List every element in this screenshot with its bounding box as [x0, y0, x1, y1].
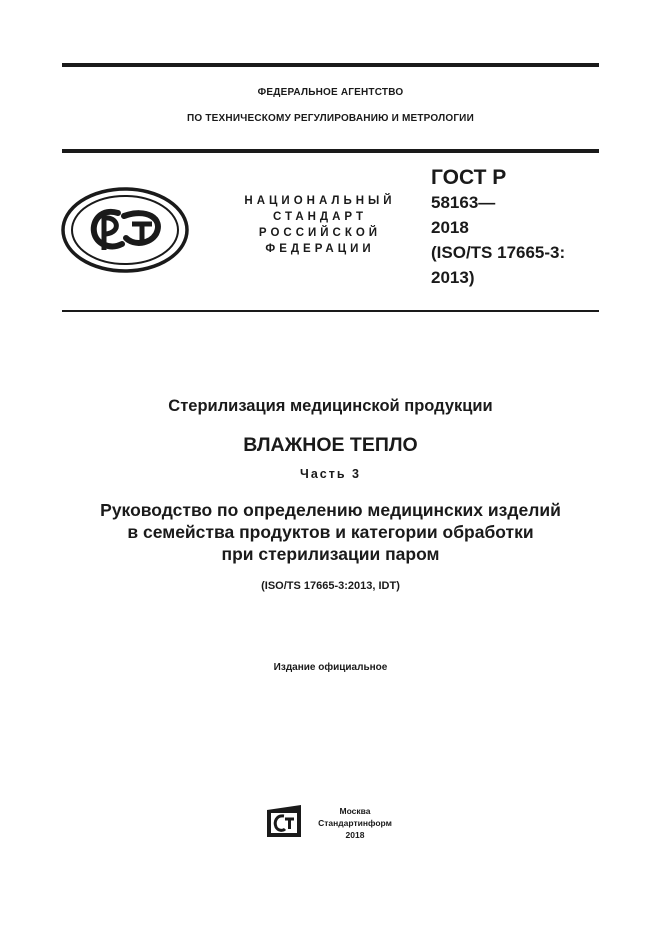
edition-note: Издание официальное — [273, 662, 388, 673]
standard-type-line-2: СТАНДАРТ — [273, 211, 367, 223]
equivalence-note: (ISO/TS 17665-3:2013, IDT) — [261, 580, 400, 592]
part-title-line-3: при стерилизации паром — [221, 544, 440, 564]
standard-type-label — [228, 193, 412, 257]
publisher-city: Москва — [339, 806, 371, 816]
header-rule — [62, 149, 599, 153]
top-rule — [62, 63, 599, 67]
designation-number: 58163— — [431, 193, 496, 212]
designation-prefix: ГОСТ Р — [431, 166, 507, 189]
publisher-year: 2018 — [345, 830, 365, 840]
standard-type-line-1: НАЦИОНАЛЬНЫЙ — [244, 195, 396, 207]
part-title-line-2: в семейства продуктов и категории обработки — [127, 522, 534, 542]
agency-line-2: ПО ТЕХНИЧЕСКОМУ РЕГУЛИРОВАНИЮ И МЕТРОЛОГИИ — [187, 113, 474, 124]
standard-type-line-4: ФЕДЕРАЦИИ — [265, 243, 375, 255]
standard-type-line-3: РОССИЙСКОЙ — [258, 227, 382, 239]
document-title: Стерилизация медицинской продукции — [168, 397, 493, 415]
agency-line-1: ФЕДЕРАЛЬНОЕ АГЕНТСТВО — [257, 87, 404, 98]
part-title — [62, 499, 599, 565]
designation-year: 2018 — [431, 218, 469, 237]
designation-ref-line-1: (ISO/TS 17665-3: — [431, 243, 566, 262]
publisher-name: Стандартинформ — [318, 818, 392, 828]
part-title-line-1: Руководство по определению медицинских изделий — [100, 500, 561, 520]
standard-designation — [431, 165, 601, 290]
designation-ref-line-2: 2013) — [431, 268, 475, 287]
document-subtitle: ВЛАЖНОЕ ТЕПЛО — [243, 434, 418, 456]
rst-certification-mark-icon — [60, 186, 190, 274]
designation-rule — [62, 310, 599, 312]
standartinform-logo-icon — [263, 804, 305, 838]
part-number: Часть 3 — [300, 467, 361, 481]
publisher-info — [309, 805, 401, 841]
